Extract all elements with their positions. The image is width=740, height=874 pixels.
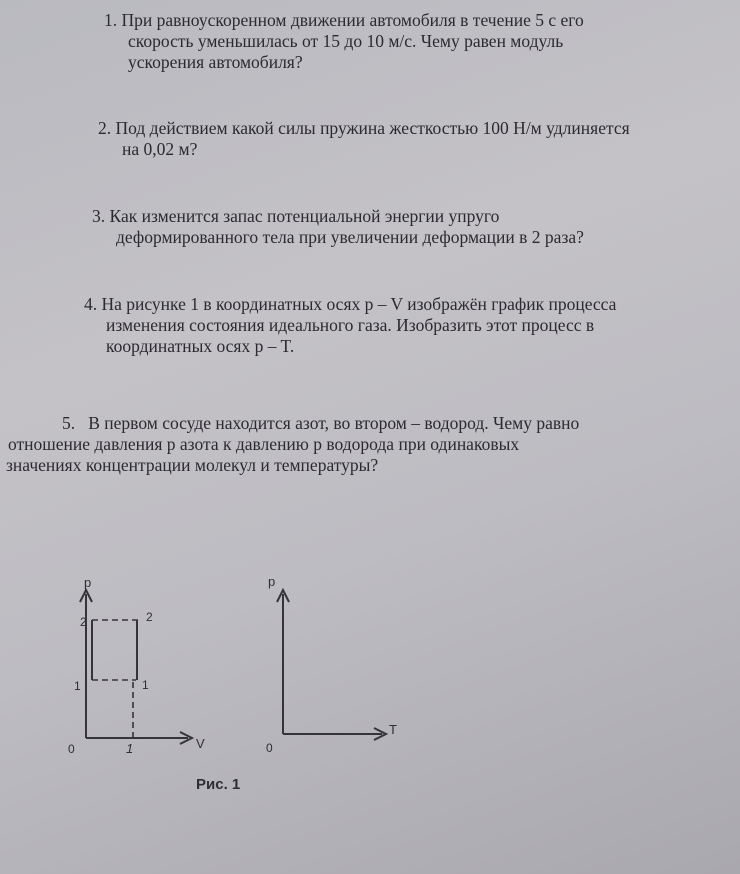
pv-y-tick-1: 1 [74, 679, 81, 693]
pv-origin-label: 0 [68, 742, 75, 756]
pv-y-tick-2: 2 [80, 615, 87, 629]
question-5-number: 5. [62, 413, 76, 433]
pv-x-tick-1: 1 [126, 741, 134, 756]
question-1-line-1: 1. При равноускоренном движении автомобиля в течение 5 с его [104, 10, 584, 30]
question-3-number: 3. [92, 206, 106, 226]
question-3-line-1: 3. Как изменится запас потенциальной энергии упруго [92, 206, 500, 226]
question-1-line-2: скорость уменьшилась от 15 до 10 м/с. Чему равен модуль [128, 31, 564, 51]
pv-y-axis-label: p [84, 575, 92, 590]
pt-y-axis-label: p [268, 574, 276, 589]
question-2-number: 2. [98, 118, 112, 138]
question-5 [6, 413, 579, 476]
question-2-line-2: на 0,02 м? [122, 139, 198, 159]
pt-x-axis-label: T [389, 722, 397, 737]
question-2-line-1: 2. Под действием какой силы пружина жесткостью 100 Н/м удлиняется [98, 118, 630, 138]
question-3 [92, 206, 584, 248]
question-4-line-3: координатных осях p – T. [106, 336, 295, 356]
question-4-number: 4. [84, 294, 98, 314]
pt-graph [266, 574, 397, 755]
question-2 [98, 118, 630, 160]
pv-point-2-label: 2 [146, 610, 153, 624]
figure-caption: Рис. 1 [196, 776, 241, 793]
question-1 [104, 10, 584, 73]
pv-graph [68, 575, 205, 756]
figure-1 [0, 560, 420, 770]
question-3-line-2: деформированного тела при увеличении деформации в 2 раза? [116, 227, 584, 247]
question-5-line-3: значениях концентрации молекул и температуры? [6, 455, 379, 475]
question-4-line-1: 4. На рисунке 1 в координатных осях p – V изображён график процесса [84, 294, 617, 314]
question-5-line-2: отношение давления p азота к давлению p водорода при одинаковых [8, 434, 520, 454]
question-4 [84, 294, 616, 357]
pv-x-axis-label: V [196, 736, 205, 751]
pv-point-1-label: 1 [142, 678, 149, 692]
question-4-line-2: изменения состояния идеального газа. Изобразить этот процесс в [106, 315, 595, 335]
question-1-line-3: ускорения автомобиля? [128, 52, 303, 72]
pt-origin-label: 0 [266, 741, 273, 755]
question-1-number: 1. [104, 10, 118, 30]
question-5-line-1: 5. В первом сосуде находится азот, во втором – водород. Чему равно [62, 413, 580, 433]
